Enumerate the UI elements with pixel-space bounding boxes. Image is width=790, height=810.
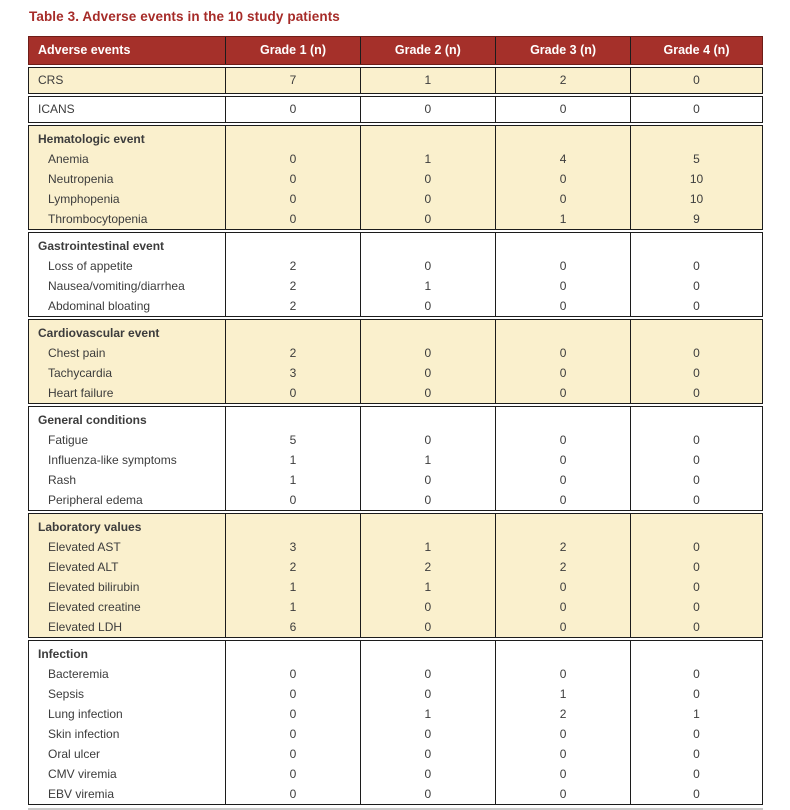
section-header-empty-cell: [225, 126, 359, 149]
row-label: Sepsis: [48, 686, 85, 701]
grade-2-value: 0: [360, 684, 496, 704]
row-label: Nausea/vomiting/diarrhea: [48, 278, 185, 293]
grade-1-value: 5: [225, 430, 359, 450]
grade-4-value: 0: [630, 430, 762, 450]
section-header-empty-cell: [225, 514, 359, 537]
grade-4-value: 0: [630, 68, 762, 93]
row-label: Elevated LDH: [48, 619, 123, 634]
section-header-row: [29, 407, 762, 430]
grade-2-value: 0: [360, 764, 496, 784]
grade-3-value: 4: [495, 149, 630, 169]
grade-2-value: 0: [360, 97, 496, 122]
section-hematologic-event: [28, 125, 763, 230]
section-header-empty-cell: [495, 641, 630, 664]
grade-3-value: 1: [495, 209, 630, 229]
section-header-empty-cell: [630, 514, 762, 537]
table-row: [29, 256, 762, 276]
grade-1-value: 7: [225, 68, 359, 93]
grade-1-value: 1: [225, 597, 359, 617]
column-header-grade-4: Grade 4 (n): [630, 37, 762, 64]
grade-4-value: 9: [630, 209, 762, 229]
grade-4-value: 0: [630, 724, 762, 744]
grade-1-value: 1: [225, 577, 359, 597]
section-header-empty-cell: [360, 320, 496, 343]
grade-1-value: 1: [225, 450, 359, 470]
table-row: [29, 276, 762, 296]
grade-2-value: 0: [360, 430, 496, 450]
grade-4-value: 0: [630, 617, 762, 637]
row-label: Rash: [48, 472, 77, 487]
grade-3-value: 0: [495, 784, 630, 804]
grade-3-value: 2: [495, 557, 630, 577]
section-header-row: [29, 641, 762, 664]
row-label: Lung infection: [48, 706, 123, 721]
grade-4-value: 10: [630, 169, 762, 189]
table-row: [29, 97, 762, 122]
section-crs: [28, 67, 763, 94]
section-header-empty-cell: [495, 320, 630, 343]
grade-4-value: 10: [630, 189, 762, 209]
table-title: Table 3. Adverse events in the 10 study patients: [29, 9, 340, 24]
grade-4-value: 0: [630, 256, 762, 276]
grade-4-value: 0: [630, 490, 762, 510]
grade-4-value: 0: [630, 276, 762, 296]
row-label: Fatigue: [48, 432, 89, 447]
grade-4-value: 0: [630, 343, 762, 363]
grade-2-value: 0: [360, 724, 496, 744]
row-label: Chest pain: [48, 345, 106, 360]
grade-2-value: 0: [360, 209, 496, 229]
grade-2-value: 0: [360, 470, 496, 490]
grade-2-value: 0: [360, 784, 496, 804]
grade-1-value: 0: [225, 764, 359, 784]
grade-2-value: 0: [360, 296, 496, 316]
section-header-empty-cell: [225, 641, 359, 664]
grade-1-value: 0: [225, 209, 359, 229]
section-header-label: Hematologic event: [38, 132, 145, 146]
row-label: CRS: [38, 73, 64, 87]
section-header-empty-cell: [630, 641, 762, 664]
row-label: Oral ulcer: [48, 746, 101, 761]
grade-1-value: 2: [225, 296, 359, 316]
grade-4-value: 0: [630, 363, 762, 383]
table-row: [29, 430, 762, 450]
row-label: Neutropenia: [48, 171, 114, 186]
grade-3-value: 0: [495, 343, 630, 363]
table-row: [29, 744, 762, 764]
grade-2-value: 1: [360, 450, 496, 470]
table-row: [29, 617, 762, 637]
table-row: [29, 784, 762, 804]
grade-3-value: 0: [495, 490, 630, 510]
grade-3-value: 0: [495, 470, 630, 490]
grade-1-value: 0: [225, 724, 359, 744]
grade-3-value: 0: [495, 296, 630, 316]
grade-3-value: 2: [495, 704, 630, 724]
grade-1-value: 0: [225, 169, 359, 189]
row-label: Tachycardia: [48, 365, 113, 380]
row-label: Bacteremia: [48, 666, 109, 681]
row-label: Thrombocytopenia: [48, 211, 148, 226]
grade-2-value: 0: [360, 490, 496, 510]
table-row: [29, 343, 762, 363]
section-header-empty-cell: [630, 233, 762, 256]
grade-1-value: 3: [225, 363, 359, 383]
grade-1-value: 2: [225, 256, 359, 276]
grade-1-value: 0: [225, 744, 359, 764]
table-row: [29, 597, 762, 617]
row-label: Loss of appetite: [48, 258, 133, 273]
table-row: [29, 704, 762, 724]
section-header-label: General conditions: [38, 413, 147, 427]
grade-3-value: 0: [495, 744, 630, 764]
grade-3-value: 0: [495, 363, 630, 383]
table-row: [29, 383, 762, 403]
grade-4-value: 1: [630, 704, 762, 724]
table-row: [29, 209, 762, 229]
grade-4-value: 0: [630, 784, 762, 804]
row-label: Skin infection: [48, 726, 120, 741]
table-row: [29, 684, 762, 704]
table-row: [29, 470, 762, 490]
grade-2-value: 1: [360, 149, 496, 169]
grade-2-value: 0: [360, 256, 496, 276]
row-label: Influenza-like symptoms: [48, 452, 177, 467]
grade-4-value: 0: [630, 450, 762, 470]
grade-1-value: 0: [225, 684, 359, 704]
grade-1-value: 2: [225, 557, 359, 577]
table-row: [29, 490, 762, 510]
table-row: [29, 664, 762, 684]
section-header-empty-cell: [360, 641, 496, 664]
grade-4-value: 0: [630, 744, 762, 764]
grade-1-value: 0: [225, 189, 359, 209]
column-header-adverse-events: Adverse events: [38, 43, 131, 57]
section-header-label: Laboratory values: [38, 520, 142, 534]
grade-2-value: 0: [360, 597, 496, 617]
table-header-row: [28, 36, 763, 65]
grade-2-value: 2: [360, 557, 496, 577]
grade-3-value: 0: [495, 383, 630, 403]
table-row: [29, 537, 762, 557]
grade-1-value: 0: [225, 704, 359, 724]
section-header-empty-cell: [360, 514, 496, 537]
table-body: [28, 67, 763, 805]
grade-2-value: 1: [360, 577, 496, 597]
grade-3-value: 0: [495, 276, 630, 296]
section-header-row: [29, 126, 762, 149]
grade-3-value: 0: [495, 664, 630, 684]
grade-2-value: 0: [360, 617, 496, 637]
row-label: Heart failure: [48, 385, 114, 400]
grade-2-value: 0: [360, 664, 496, 684]
grade-2-value: 0: [360, 363, 496, 383]
grade-4-value: 0: [630, 557, 762, 577]
grade-3-value: 0: [495, 97, 630, 122]
grade-4-value: 0: [630, 97, 762, 122]
table-row: [29, 764, 762, 784]
section-general-conditions: [28, 406, 763, 511]
section-header-empty-cell: [630, 126, 762, 149]
grade-1-value: 0: [225, 149, 359, 169]
grade-4-value: 0: [630, 296, 762, 316]
table-row: [29, 557, 762, 577]
row-label: Peripheral edema: [48, 492, 143, 507]
grade-3-value: 0: [495, 169, 630, 189]
section-header-empty-cell: [225, 407, 359, 430]
section-header-empty-cell: [360, 407, 496, 430]
grade-4-value: 0: [630, 577, 762, 597]
section-header-row: [29, 233, 762, 256]
row-label: ICANS: [38, 102, 75, 116]
grade-2-value: 0: [360, 343, 496, 363]
grade-1-value: 2: [225, 276, 359, 296]
row-label: Abdominal bloating: [48, 298, 151, 313]
section-header-empty-cell: [630, 320, 762, 343]
grade-3-value: 0: [495, 724, 630, 744]
adverse-events-table: [28, 36, 763, 805]
grade-3-value: 0: [495, 189, 630, 209]
grade-1-value: 0: [225, 664, 359, 684]
section-header-empty-cell: [495, 233, 630, 256]
row-label: Elevated bilirubin: [48, 579, 140, 594]
row-label: Elevated ALT: [48, 559, 119, 574]
grade-4-value: 0: [630, 537, 762, 557]
table-row: [29, 68, 762, 93]
grade-3-value: 0: [495, 597, 630, 617]
table-row: [29, 149, 762, 169]
grade-2-value: 1: [360, 537, 496, 557]
grade-1-value: 2: [225, 343, 359, 363]
grade-2-value: 0: [360, 744, 496, 764]
table-row: [29, 296, 762, 316]
grade-4-value: 0: [630, 664, 762, 684]
section-icans: [28, 96, 763, 123]
section-header-row: [29, 320, 762, 343]
grade-3-value: 0: [495, 450, 630, 470]
section-gastrointestinal-event: [28, 232, 763, 317]
section-infection: [28, 640, 763, 805]
row-label: Lymphopenia: [48, 191, 120, 206]
column-header-grade-3: Grade 3 (n): [495, 37, 630, 64]
section-header-label: Cardiovascular event: [38, 326, 160, 340]
table-row: [29, 450, 762, 470]
row-label: Anemia: [48, 151, 89, 166]
section-header-empty-cell: [495, 407, 630, 430]
grade-1-value: 0: [225, 97, 359, 122]
grade-4-value: 0: [630, 764, 762, 784]
grade-4-value: 0: [630, 684, 762, 704]
grade-1-value: 0: [225, 383, 359, 403]
grade-2-value: 0: [360, 169, 496, 189]
section-header-empty-cell: [360, 233, 496, 256]
grade-4-value: 0: [630, 597, 762, 617]
grade-4-value: 5: [630, 149, 762, 169]
grade-3-value: 0: [495, 256, 630, 276]
table-row: [29, 724, 762, 744]
table-row: [29, 189, 762, 209]
grade-2-value: 1: [360, 276, 496, 296]
section-header-empty-cell: [225, 320, 359, 343]
section-header-empty-cell: [225, 233, 359, 256]
grade-1-value: 0: [225, 490, 359, 510]
row-label: CMV viremia: [48, 766, 117, 781]
grade-3-value: 0: [495, 764, 630, 784]
grade-3-value: 1: [495, 684, 630, 704]
column-header-grade-1: Grade 1 (n): [225, 37, 359, 64]
grade-2-value: 1: [360, 68, 496, 93]
section-header-row: [29, 514, 762, 537]
grade-4-value: 0: [630, 470, 762, 490]
section-header-empty-cell: [495, 514, 630, 537]
row-label: Elevated AST: [48, 539, 121, 554]
row-label: Elevated creatine: [48, 599, 141, 614]
section-header-empty-cell: [630, 407, 762, 430]
grade-3-value: 0: [495, 577, 630, 597]
grade-2-value: 0: [360, 383, 496, 403]
grade-4-value: 0: [630, 383, 762, 403]
row-label: EBV viremia: [48, 786, 115, 801]
section-cardiovascular-event: [28, 319, 763, 404]
section-header-empty-cell: [495, 126, 630, 149]
grade-2-value: 0: [360, 189, 496, 209]
section-laboratory-values: [28, 513, 763, 638]
table-row: [29, 169, 762, 189]
section-header-label: Infection: [38, 647, 88, 661]
grade-1-value: 3: [225, 537, 359, 557]
grade-3-value: 0: [495, 617, 630, 637]
grade-3-value: 2: [495, 537, 630, 557]
table-row: [29, 363, 762, 383]
grade-2-value: 1: [360, 704, 496, 724]
grade-1-value: 0: [225, 784, 359, 804]
section-header-empty-cell: [360, 126, 496, 149]
table-row: [29, 577, 762, 597]
section-header-label: Gastrointestinal event: [38, 239, 165, 253]
grade-1-value: 1: [225, 470, 359, 490]
grade-3-value: 0: [495, 430, 630, 450]
grade-1-value: 6: [225, 617, 359, 637]
grade-3-value: 2: [495, 68, 630, 93]
column-header-grade-2: Grade 2 (n): [360, 37, 496, 64]
